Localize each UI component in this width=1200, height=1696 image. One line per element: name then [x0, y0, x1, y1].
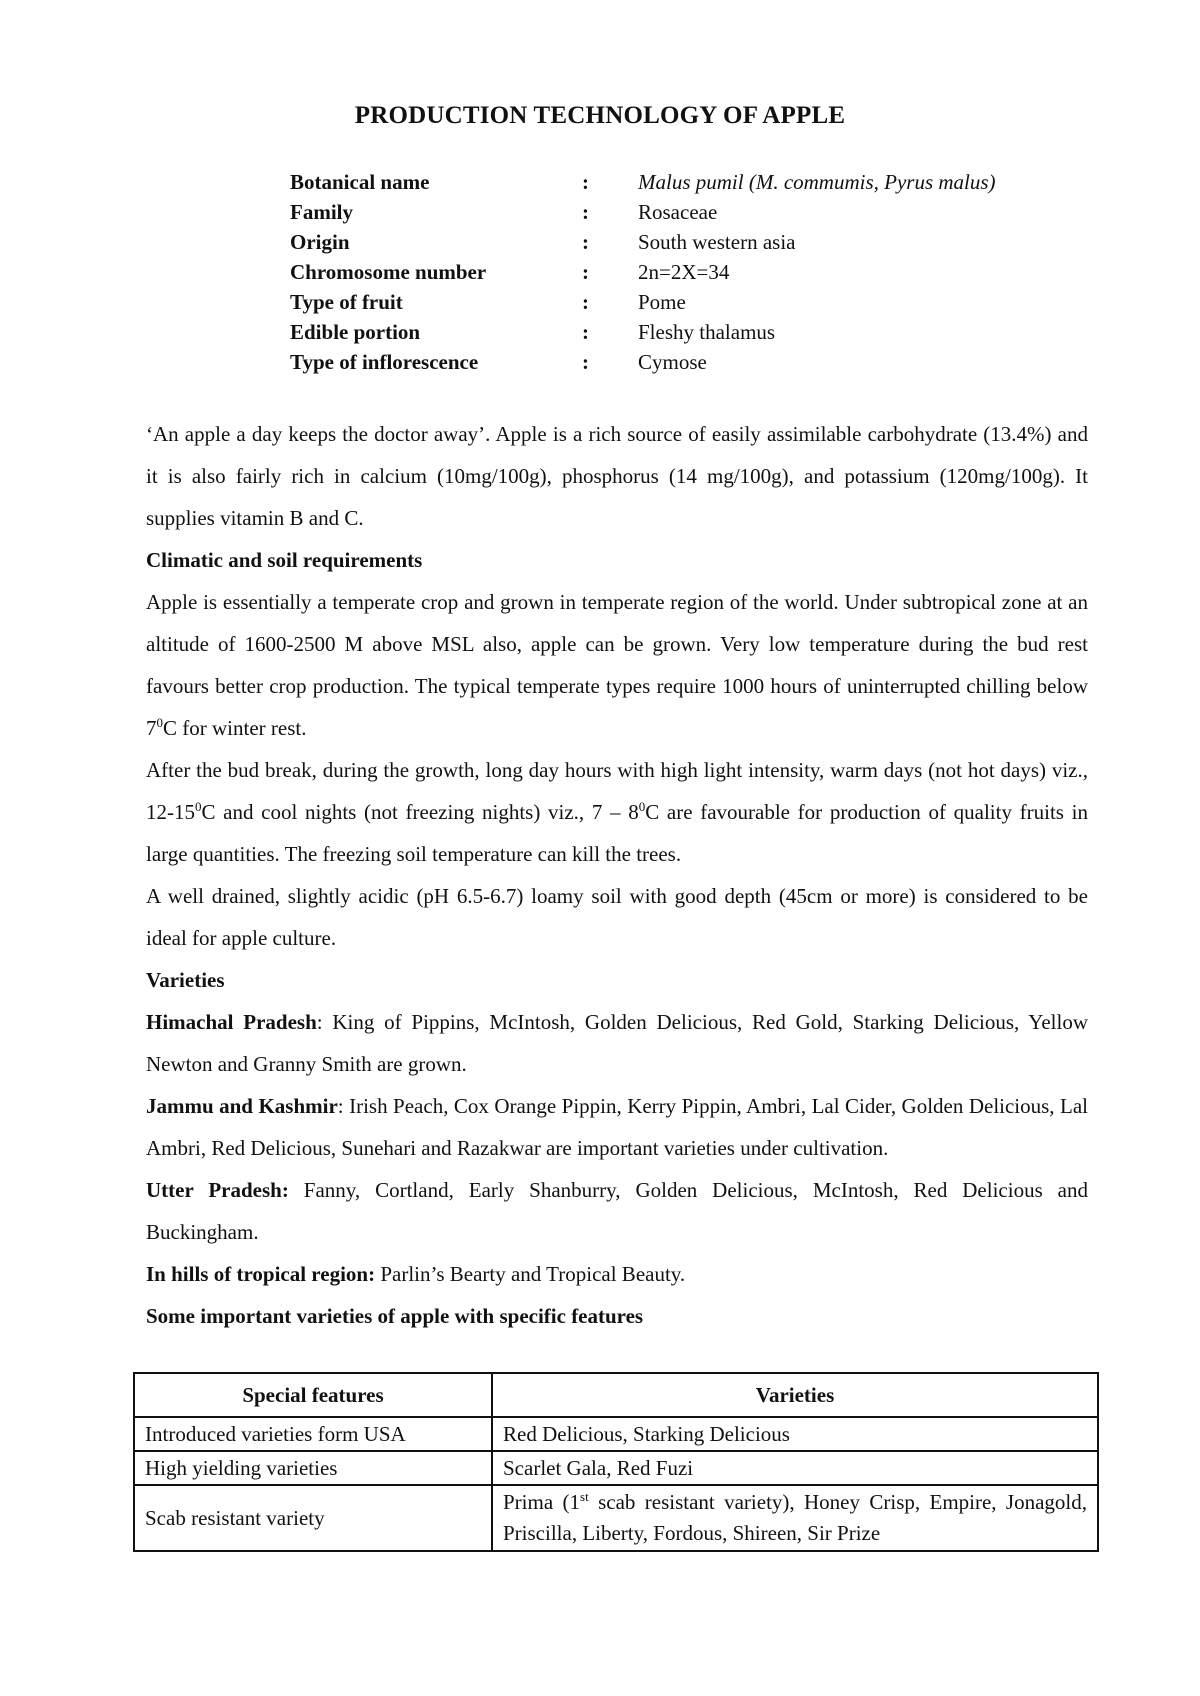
fact-value: 2n=2X=34: [638, 260, 730, 284]
climate-text: After the bud break, during the growth, long day hours with high light intensity, warm days (not hot days) viz., 12-15: [146, 758, 1088, 824]
uttar-pradesh-paragraph: [146, 1169, 1088, 1253]
fact-value: Pome: [638, 290, 686, 314]
table-cell: Introduced varieties form USA: [134, 1417, 492, 1451]
cell-text: scab resistant variety), Honey Crisp, Empire, Jonagold, Priscilla, Liberty, Fordous, Shireen, Sir Prize: [503, 1490, 1087, 1545]
fact-label: Origin: [290, 230, 350, 254]
climate-paragraph-1: [146, 581, 1088, 749]
region-text: : Irish Peach, Cox Orange Pippin, Kerry Pippin, Ambri, Lal Cider, Golden Delicious, Lal Ambri, Red Delicious, Sunehari and Razakwar are important varieties under cultivation.: [146, 1094, 1089, 1160]
table-row: [134, 1451, 1098, 1485]
fact-colon: :: [582, 290, 589, 314]
climate-heading: Climatic and soil requirements: [146, 548, 423, 572]
table-header: Varieties: [492, 1373, 1098, 1417]
fact-colon: :: [582, 350, 589, 374]
table-cell: [492, 1485, 1098, 1551]
climate-text: C are favourable for production of quality fruits in large quantities. The freezing soil temperature can kill the trees.: [146, 800, 1088, 866]
superscript: 0: [156, 715, 163, 730]
climate-paragraph-2: [146, 749, 1088, 875]
region-label: Utter Pradesh:: [146, 1178, 289, 1202]
climate-text: Apple is essentially a temperate crop and grown in temperate region of the world. Under subtropical zone at an altitude of 1600-2500 M above MSL also, apple can be grown. Very low temperature during the bud rest favours better crop production. The typical temperate types require 1000 hours of uninterrupted chilling below 7: [146, 590, 1088, 740]
fact-value: South western asia: [638, 230, 796, 254]
soil-paragraph: A well drained, slightly acidic (pH 6.5-6.7) loamy soil with good depth (45cm or more) is considered to be ideal for apple culture.: [146, 884, 1088, 950]
varieties-heading: Varieties: [146, 968, 225, 992]
fact-label: Type of inflorescence: [290, 350, 479, 374]
superscript: st: [580, 1489, 589, 1504]
region-text: Parlin’s Bearty and Tropical Beauty.: [375, 1262, 686, 1286]
region-label: In hills of tropical region:: [146, 1262, 376, 1286]
fact-label: Chromosome number: [290, 260, 487, 284]
table-cell: Red Delicious, Starking Delicious: [492, 1417, 1098, 1451]
climate-text: C for winter rest.: [163, 716, 307, 740]
fact-colon: :: [582, 320, 589, 344]
varieties-table: [133, 1372, 1099, 1552]
table-header-row: [134, 1373, 1098, 1417]
fact-colon: :: [582, 200, 589, 224]
superscript: 0: [195, 799, 202, 814]
tropical-paragraph: [146, 1253, 1088, 1295]
table-cell: Scarlet Gala, Red Fuzi: [492, 1451, 1098, 1485]
region-label: Himachal Pradesh: [146, 1010, 317, 1034]
himachal-paragraph: [146, 1001, 1088, 1085]
intro-paragraph: ‘An apple a day keeps the doctor away’. Apple is a rich source of easily assimilable carbohydrate (13.4%) and it is also fairly rich in calcium (10mg/100g), phosphorus (14 mg/100g), and potassium (120mg/100g). It supplies vitamin B and C.: [146, 422, 1088, 530]
fact-value: Cymose: [638, 350, 707, 374]
fact-label: Type of fruit: [290, 290, 403, 314]
region-text: Fanny, Cortland, Early Shanburry, Golden Delicious, McIntosh, Red Delicious and Buckingham.: [146, 1178, 1088, 1244]
fact-colon: :: [582, 230, 589, 254]
table-cell: High yielding varieties: [134, 1451, 492, 1485]
table-heading: Some important varieties of apple with specific features: [146, 1304, 644, 1328]
fact-value: Rosaceae: [638, 200, 718, 224]
page-title: PRODUCTION TECHNOLOGY OF APPLE: [354, 102, 846, 129]
fact-label: Edible portion: [290, 320, 421, 344]
table-row: [134, 1417, 1098, 1451]
fact-value: Malus pumil (M. commumis, Pyrus malus): [638, 170, 996, 194]
fact-label: Family: [290, 200, 353, 224]
fact-label: Botanical name: [290, 170, 430, 194]
region-label: Jammu and Kashmir: [146, 1094, 338, 1118]
document-body: [146, 413, 1088, 1337]
fact-value: Fleshy thalamus: [638, 320, 776, 344]
climate-text: C and cool nights (not freezing nights) viz., 7 – 8: [201, 800, 639, 824]
table-cell: Scab resistant variety: [134, 1485, 492, 1551]
table-row: [134, 1485, 1098, 1551]
table-header: Special features: [134, 1373, 492, 1417]
superscript: 0: [638, 799, 646, 814]
cell-text: Prima (1: [503, 1490, 581, 1514]
fact-colon: :: [582, 170, 589, 194]
kashmir-paragraph: [146, 1085, 1088, 1169]
fact-colon: :: [582, 260, 589, 284]
region-text: : King of Pippins, McIntosh, Golden Delicious, Red Gold, Starking Delicious, Yellow Newton and Granny Smith are grown.: [146, 1010, 1088, 1076]
